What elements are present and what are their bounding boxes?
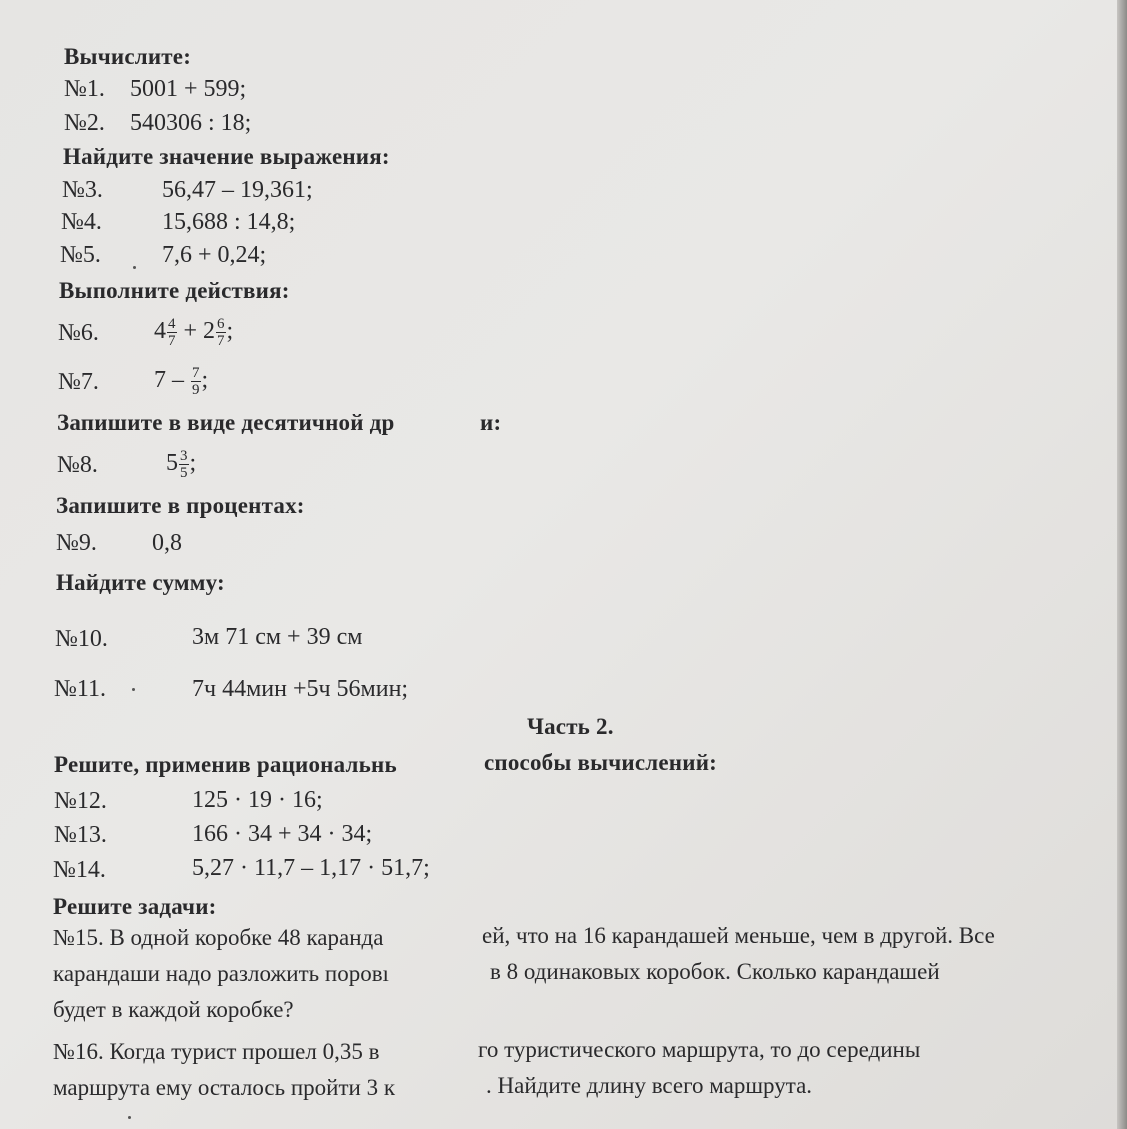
item-7-numerator: 7: [192, 365, 200, 381]
item-3-label: №3.: [62, 177, 103, 203]
item-6-whole-1: 4: [154, 318, 166, 345]
task-15-line-2a: карандаши надо разложить поровı: [53, 961, 389, 986]
item-7-denominator: 9: [192, 382, 200, 398]
item-6-fraction-1: [167, 316, 177, 349]
item-2-label: №2.: [64, 110, 105, 136]
heading-tasks: Решите задачи:: [53, 894, 217, 919]
item-6-fraction-2: [216, 316, 226, 349]
part-2-title: Часть 2.: [527, 714, 614, 739]
item-12-label: №12.: [54, 788, 107, 814]
item-6-denominator-1: 7: [168, 333, 176, 349]
item-6-label: №6.: [58, 320, 99, 346]
item-12-expression: 125 · 19 · 16;: [192, 787, 323, 813]
item-5-expression: 7,6 + 0,24;: [162, 242, 267, 268]
task-16-line-1a: №16. Когда турист прошел 0,35 в: [53, 1039, 380, 1064]
task-16-line-1b: го туристического маршрута, то до середины: [478, 1037, 921, 1062]
heading-decimal-b: и:: [480, 410, 502, 435]
item-7-prefix: 7 –: [154, 367, 184, 394]
heading-percent: Запишите в процентах:: [56, 493, 305, 518]
heading-find-value: Найдите значение выражения:: [63, 144, 390, 169]
item-7-end: ;: [201, 367, 209, 394]
task-15-line-1b: ей, что на 16 карандашей меньше, чем в другой. Все: [482, 923, 995, 948]
item-7-fraction: [191, 365, 201, 398]
item-10-label: №10.: [55, 626, 108, 652]
heading-rational-b: способы вычислений:: [484, 750, 718, 775]
item-1-label: №1.: [64, 76, 105, 102]
item-6-expression: [154, 316, 233, 349]
task-15-line-3: будет в каждой коробке?: [53, 997, 294, 1022]
item-7-label: №7.: [58, 369, 99, 395]
heading-rational-a: Решите, применив рациональнь: [54, 752, 397, 777]
item-11-expression: 7ч 44мин +5ч 56мин;: [192, 676, 409, 702]
heading-perform-actions: Выполните действия:: [59, 278, 290, 303]
task-15-line-2b: в 8 одинаковых коробок. Сколько карандашей: [490, 959, 940, 984]
item-8-numerator: 3: [180, 448, 188, 464]
item-7-expression: [154, 365, 208, 398]
item-6-operator: + 2: [183, 318, 216, 345]
item-6-denominator-2: 7: [217, 333, 225, 349]
item-8-whole: 5: [166, 450, 178, 477]
page-edge-shadow: [1117, 0, 1127, 1129]
item-6-numerator-2: 6: [217, 316, 225, 332]
heading-sum: Найдите сумму:: [56, 570, 225, 595]
speck: [133, 266, 136, 269]
speck: [132, 688, 135, 691]
task-15-line-1a: №15. В одной коробке 48 каранда: [53, 925, 384, 950]
item-13-expression: 166 · 34 + 34 · 34;: [192, 821, 373, 847]
item-4-label: №4.: [61, 209, 102, 235]
heading-calculate: Вычислите:: [64, 44, 192, 69]
item-9-expression: 0,8: [152, 530, 182, 556]
item-14-label: №14.: [53, 857, 106, 883]
item-9-label: №9.: [56, 530, 97, 556]
item-10-expression: 3м 71 см + 39 см: [192, 624, 363, 650]
item-8-denominator: 5: [180, 465, 188, 481]
speck: [128, 1116, 131, 1119]
item-4-expression: 15,688 : 14,8;: [162, 209, 296, 235]
item-3-expression: 56,47 – 19,361;: [162, 177, 313, 203]
item-11-label: №11.: [54, 676, 107, 702]
task-16-line-2b: . Найдите длину всего маршрута.: [486, 1073, 813, 1098]
item-6-end: ;: [226, 318, 234, 345]
item-5-label: №5.: [60, 242, 101, 268]
item-2-expression: 540306 : 18;: [130, 110, 252, 136]
item-1-expression: 5001 + 599;: [130, 76, 247, 102]
item-8-expression: [166, 448, 196, 481]
item-6-numerator-1: 4: [168, 316, 176, 332]
item-8-fraction: [179, 448, 189, 481]
item-8-end: ;: [189, 450, 197, 477]
item-13-label: №13.: [54, 822, 107, 848]
heading-decimal-a: Запишите в виде десятичной др: [57, 410, 395, 435]
task-16-line-2a: маршрута ему осталось пройти 3 к: [53, 1075, 395, 1100]
item-14-expression: 5,27 · 11,7 – 1,17 · 51,7;: [192, 855, 430, 881]
item-8-label: №8.: [57, 452, 98, 478]
